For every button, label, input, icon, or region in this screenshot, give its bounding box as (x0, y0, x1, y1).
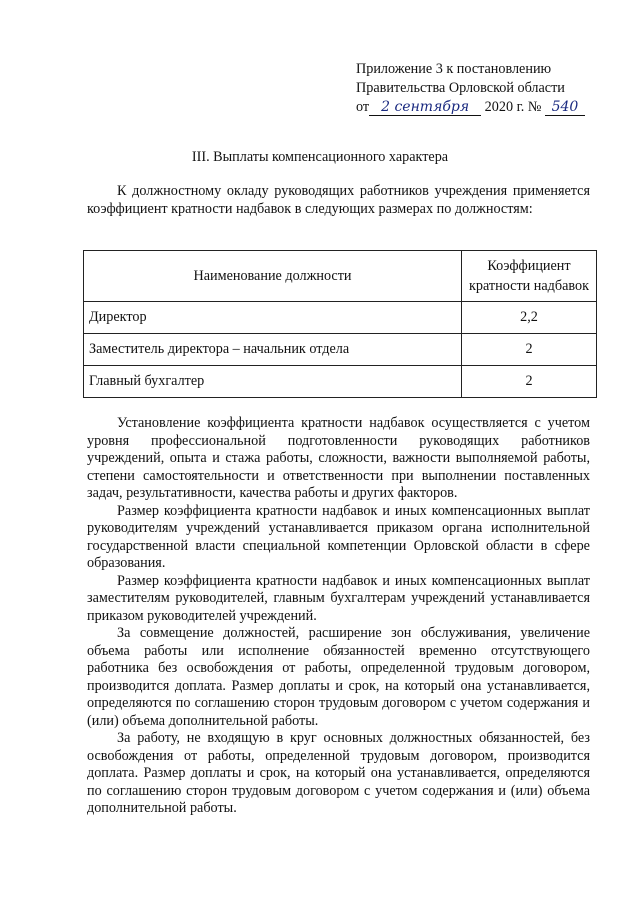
year-and-number-label: 2020 г. № (484, 99, 542, 115)
paragraph: Размер коэффициента кратности надбавок и иных компенсационных выплат заместителям руководителей, главным бухгалтерам учреждений устанавливается приказом руководителей учреждений. (87, 572, 590, 624)
cell-coefficient: 2,2 (462, 302, 597, 334)
header-coefficient: Коэффициент кратности надбавок (462, 251, 597, 302)
body-text (87, 415, 590, 818)
appendix-line-2: Правительства Орловской области (356, 80, 565, 96)
table-row (84, 334, 597, 366)
cell-position: Директор (84, 302, 462, 334)
handwritten-date: 2 сентября (369, 99, 481, 116)
table-header-row (84, 251, 597, 302)
handwritten-number: 540 (545, 99, 585, 116)
position-coefficient-table (83, 250, 597, 398)
appendix-line-3 (356, 98, 596, 117)
intro-paragraph: К должностному окладу руководящих работников учреждения применяется коэффициент кратности надбавок в следующих размерах по должностям: (87, 183, 590, 217)
table-row (84, 302, 597, 334)
cell-position: Заместитель директора – начальник отдела (84, 334, 462, 366)
paragraph: За работу, не входящую в круг основных должностных обязанностей, без освобождения от работы, определенной трудовым договором, производится доплата. Размер доплаты и срок, на который она устанавливается, определяются по соглашению сторон трудовым договором с учетом содержания и (или) объема дополнительной работы. (87, 730, 590, 816)
appendix-header (356, 60, 596, 117)
paragraph: Размер коэффициента кратности надбавок и иных компенсационных выплат руководителям учреждений устанавливается приказом органа исполнительной государственной власти специальной компетенции Орловской области в сфере образования. (87, 502, 590, 571)
table-row (84, 366, 597, 398)
cell-position: Главный бухгалтер (84, 366, 462, 398)
date-prefix: от (356, 99, 370, 115)
cell-coefficient: 2 (462, 334, 597, 366)
header-position: Наименование должности (84, 251, 462, 302)
section-title: III. Выплаты компенсационного характера (191, 149, 449, 165)
cell-coefficient: 2 (462, 366, 597, 398)
paragraph: За совмещение должностей, расширение зон обслуживания, увеличение объема работы или исполнение обязанностей временно отсутствующего работника без освобождения от работы, определенной трудовым договором, производится доплата. Размер доплаты и срок, на который она устанавливается, определяются по соглашению сторон трудовым договором с учетом содержания и (или) объема дополнительной работы. (87, 625, 590, 729)
appendix-line-1: Приложение 3 к постановлению (356, 61, 552, 77)
paragraph: Установление коэффициента кратности надбавок осуществляется с учетом уровня профессиональной подготовленности руководящих работников учреждений, опыта и стажа работы, сложности, важности выполняемой работы, степени самостоятельности и ответственности при выполнении поставленных задач, результативности, качества работы и других факторов. (87, 415, 590, 501)
